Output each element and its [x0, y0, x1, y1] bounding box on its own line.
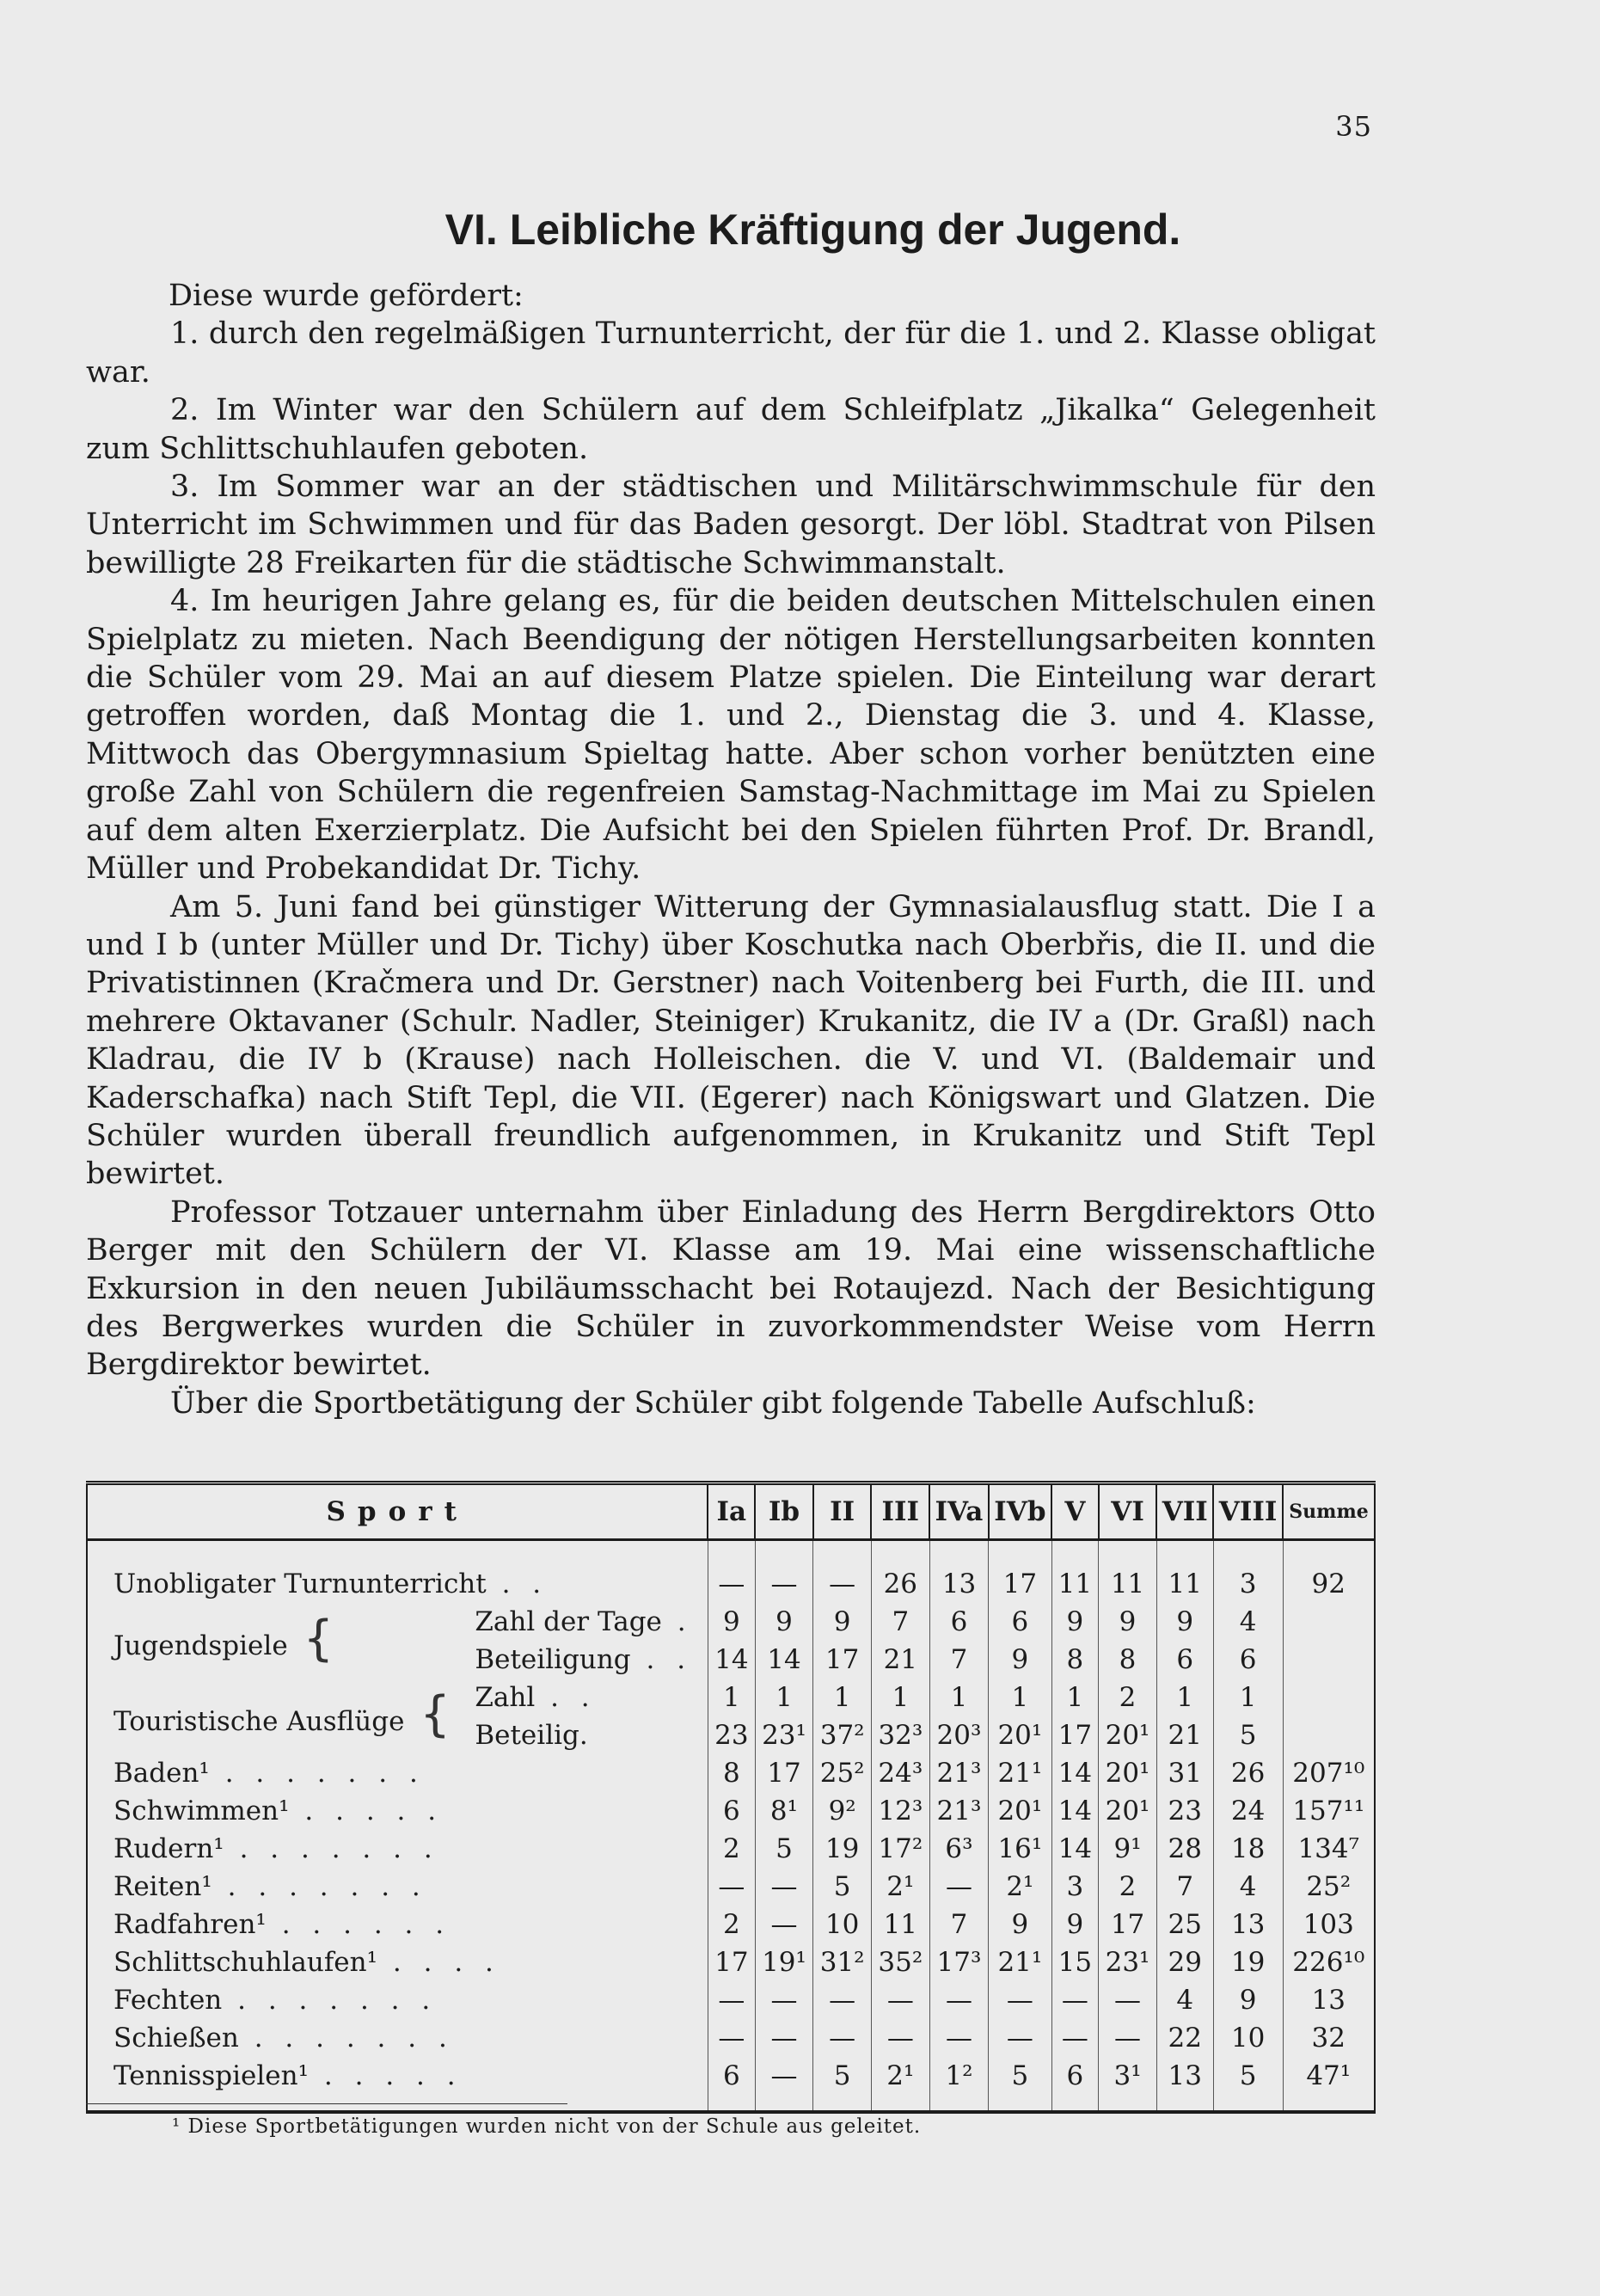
- table-cell: —: [755, 2057, 813, 2112]
- table-cell: 14: [1051, 1792, 1099, 1830]
- table-cell: 19: [1213, 1943, 1283, 1981]
- table-cell: 20³: [929, 1716, 989, 1754]
- table-cell: [1283, 1603, 1375, 1641]
- row-label: [87, 1792, 708, 1830]
- table-cell: 1: [708, 1679, 755, 1716]
- table-cell: —: [929, 1981, 989, 2019]
- table-cell: 5: [755, 1830, 813, 1868]
- table-header-row: [87, 1483, 1375, 1540]
- table-cell: 9: [1213, 1981, 1283, 2019]
- table-cell: 47¹: [1283, 2057, 1375, 2112]
- table-cell: —: [755, 1906, 813, 1943]
- row-label-text: Zahl der Tage: [475, 1606, 662, 1637]
- table-row: [87, 1868, 1375, 1906]
- row-label: [471, 1641, 708, 1679]
- column-header: III: [871, 1483, 929, 1540]
- table-cell: 9: [989, 1641, 1051, 1679]
- leader-dots: . . . . . . .: [222, 1985, 438, 2016]
- table-cell: 21³: [929, 1754, 989, 1792]
- table-cell: 4: [1156, 1981, 1213, 2019]
- table-cell: 11: [871, 1906, 929, 1943]
- table-cell: 9: [1156, 1603, 1213, 1641]
- table-cell: 13: [1156, 2057, 1213, 2112]
- row-group-label: [87, 1603, 471, 1679]
- row-label-text: Schwimmen¹: [113, 1796, 290, 1826]
- table-cell: 8: [708, 1754, 755, 1792]
- table-cell: 3¹: [1099, 2057, 1157, 2112]
- table-cell: 8: [1051, 1641, 1099, 1679]
- column-header: Summe: [1283, 1483, 1375, 1540]
- table-cell: 21¹: [989, 1943, 1051, 1981]
- paragraph: 2. Im Winter war den Schülern auf dem Schleifplatz „Jikalka“ Gelegenheit zum Schlittschuhlaufen geboten.: [86, 393, 1376, 466]
- table-cell: 9: [708, 1603, 755, 1641]
- leader-dots: .: [661, 1606, 693, 1637]
- table-cell: [1283, 1679, 1375, 1716]
- table-cell: —: [1051, 2019, 1099, 2057]
- table-cell: 7: [1156, 1868, 1213, 1906]
- table-cell: 17: [1099, 1906, 1157, 1943]
- table-row: [87, 1906, 1375, 1943]
- table-cell: 9¹: [1099, 1830, 1157, 1868]
- table-cell: 19¹: [755, 1943, 813, 1981]
- table-cell: 2: [708, 1830, 755, 1868]
- row-group-text: Touristische Ausflüge: [113, 1706, 405, 1737]
- table-cell: 7: [929, 1906, 989, 1943]
- table-cell: 9: [989, 1906, 1051, 1943]
- paragraph: Über die Sportbetätigung der Schüler gibt folgende Tabelle Aufschluß:: [170, 1385, 1256, 1421]
- table-cell: 17: [1051, 1716, 1099, 1754]
- paragraph: Professor Totzauer unternahm über Einladung des Herrn Bergdirektors Otto Berger mit den Schülern der VI. Klasse am 19. Mai eine wissenschaftliche Exkursion in den neuen Jubiläumsschacht bei Rotaujezd. Nach der Besichtigung des Bergwerkes wurden die Schüler in zuvorkommendster Weise vom Herrn Bergdirektor bewirtet.: [86, 1194, 1376, 1383]
- paragraph: Diese wurde gefördert:: [169, 279, 524, 313]
- table-cell: 6: [989, 1603, 1051, 1641]
- table-row: [87, 1679, 1375, 1716]
- brace-icon: {: [404, 1686, 451, 1742]
- paragraph: 3. Im Sommer war an der städtischen und Militärschwimmschule für den Unterricht im Schwimmen und für das Baden gesorgt. Der löbl. Stadtrat von Pilsen bewilligte 28 Freikarten für die städtische Schwimmanstalt.: [86, 470, 1376, 580]
- table-cell: 28: [1156, 1830, 1213, 1868]
- table-cell: 10: [813, 1906, 872, 1943]
- table-cell: —: [989, 1981, 1051, 2019]
- paragraph: 1. durch den regelmäßigen Turnunterricht, der für die 1. und 2. Klasse obligat war.: [86, 316, 1376, 390]
- table-cell: 14: [1051, 1830, 1099, 1868]
- row-label-text: Unobligater Turnunterricht: [113, 1569, 487, 1599]
- row-label: [87, 1830, 708, 1868]
- table-cell: 17²: [871, 1830, 929, 1868]
- table-cell: —: [708, 2019, 755, 2057]
- row-label: [471, 1603, 708, 1641]
- table-cell: 9: [1099, 1603, 1157, 1641]
- table-cell: 16¹: [989, 1830, 1051, 1868]
- row-label-text: Baden¹: [113, 1758, 210, 1789]
- body-text: [86, 277, 1376, 1422]
- column-header: VII: [1156, 1483, 1213, 1540]
- table-cell: 3: [1051, 1868, 1099, 1906]
- leader-dots: . . . . . . .: [238, 2023, 454, 2054]
- table-cell: 13: [929, 1540, 989, 1604]
- table-cell: —: [813, 2019, 872, 2057]
- table-cell: 21³: [929, 1792, 989, 1830]
- paragraph: Am 5. Juni fand bei günstiger Witterung der Gymnasialausflug statt. Die I a und I b (unter Müller und Dr. Tichy) über Koschutka nach Oberbřis, die II. und die Privatistinnen (Kračmera und Dr. Gerstner) nach Voitenberg bei Furth, die III. und mehrere Oktavaner (Schulr. Nadler, Steiniger) Krukanitz, die IV a (Dr. Graßl) nach Kladrau, die IV b (Krause) nach Holleischen. die V. und VI. (Baldemair und Kaderschafka) nach Stift Tepl, die VII. (Egerer) nach Königswart und Glatzen. Die Schüler wurden überall freundlich aufgenommen, in Krukanitz und Stift Tepl bewirtet.: [86, 889, 1376, 1192]
- table-cell: 2: [1099, 1679, 1157, 1716]
- table-cell: 1: [755, 1679, 813, 1716]
- table-cell: 21¹: [989, 1754, 1051, 1792]
- table-cell: 6³: [929, 1830, 989, 1868]
- table-cell: —: [929, 2019, 989, 2057]
- table-cell: 20¹: [1099, 1754, 1157, 1792]
- table-cell: 25²: [1283, 1868, 1375, 1906]
- table-cell: 2: [1099, 1868, 1157, 1906]
- table-cell: —: [1099, 1981, 1157, 2019]
- table-cell: —: [871, 2019, 929, 2057]
- table-cell: —: [929, 1868, 989, 1906]
- table-cell: 12³: [871, 1792, 929, 1830]
- row-label-text: Radfahren¹: [113, 1909, 267, 1940]
- table-cell: 10: [1213, 2019, 1283, 2057]
- column-header: Ib: [755, 1483, 813, 1540]
- table-cell: —: [813, 1981, 872, 2019]
- table-cell: 17: [989, 1540, 1051, 1604]
- table-cell: 14: [755, 1641, 813, 1679]
- table-cell: —: [989, 2019, 1051, 2057]
- table-cell: 4: [1213, 1868, 1283, 1906]
- leader-dots: . . . . . . .: [224, 1833, 439, 1864]
- table-cell: 6: [708, 1792, 755, 1830]
- table-cell: 4: [1213, 1603, 1283, 1641]
- brace-icon: {: [287, 1611, 334, 1667]
- table-cell: 5: [1213, 1716, 1283, 1754]
- column-header: Ia: [708, 1483, 755, 1540]
- table-cell: 1: [1213, 1679, 1283, 1716]
- column-header: II: [813, 1483, 872, 1540]
- table-cell: 11: [1156, 1540, 1213, 1604]
- table-cell: 17: [813, 1641, 872, 1679]
- table-cell: 9: [755, 1603, 813, 1641]
- leader-dots: . . . . . . .: [211, 1871, 427, 1902]
- row-label: [87, 1943, 708, 1981]
- table-cell: 134⁷: [1283, 1830, 1375, 1868]
- row-group-text: Jugendspiele: [113, 1630, 288, 1661]
- table-cell: 1: [813, 1679, 872, 1716]
- table-cell: 6: [1213, 1641, 1283, 1679]
- row-label-text: Fechten: [113, 1985, 223, 2016]
- table-cell: 5: [989, 2057, 1051, 2112]
- table-cell: 103: [1283, 1906, 1375, 1943]
- table-cell: —: [755, 1981, 813, 2019]
- table-cell: —: [1051, 1981, 1099, 2019]
- table-cell: 9²: [813, 1792, 872, 1830]
- column-header: V: [1051, 1483, 1099, 1540]
- table-cell: 24: [1213, 1792, 1283, 1830]
- table-cell: 20¹: [989, 1716, 1051, 1754]
- table-cell: 24³: [871, 1754, 929, 1792]
- table-row: [87, 1792, 1375, 1830]
- table-cell: —: [813, 1540, 872, 1604]
- column-header: IVb: [989, 1483, 1051, 1540]
- column-header: Sport: [87, 1483, 708, 1540]
- leader-dots: . .: [630, 1644, 693, 1675]
- table-cell: 6: [929, 1603, 989, 1641]
- table-cell: 26: [871, 1540, 929, 1604]
- leader-dots: . .: [486, 1569, 549, 1599]
- table-cell: 157¹¹: [1283, 1792, 1375, 1830]
- column-header: VI: [1099, 1483, 1157, 1540]
- row-label-text: Schießen: [113, 2023, 239, 2054]
- table-cell: 1: [989, 1679, 1051, 1716]
- table-cell: 21: [871, 1641, 929, 1679]
- table-cell: 23¹: [1099, 1943, 1157, 1981]
- row-label-text: Beteiligung: [475, 1644, 631, 1675]
- row-label: [87, 1868, 708, 1906]
- table-cell: 8: [1099, 1641, 1157, 1679]
- table-cell: 5: [813, 1868, 872, 1906]
- table-cell: 21: [1156, 1716, 1213, 1754]
- row-group-label: [87, 1679, 471, 1754]
- row-label-text: Zahl: [475, 1682, 536, 1713]
- leader-dots: . . . .: [377, 1947, 500, 1978]
- table-cell: 92: [1283, 1540, 1375, 1604]
- table-cell: —: [755, 1868, 813, 1906]
- table-cell: —: [708, 1981, 755, 2019]
- table-cell: [1283, 1716, 1375, 1754]
- row-label-text: Rudern¹: [113, 1833, 224, 1864]
- table-cell: 23: [708, 1716, 755, 1754]
- row-label: [471, 1716, 708, 1754]
- table-row: [87, 1830, 1375, 1868]
- table-cell: 2¹: [989, 1868, 1051, 1906]
- table-cell: 9: [813, 1603, 872, 1641]
- row-label: [87, 2019, 708, 2057]
- table-cell: 6: [1156, 1641, 1213, 1679]
- table-cell: 6: [1051, 2057, 1099, 2112]
- table-cell: 20¹: [989, 1792, 1051, 1830]
- row-label: [87, 1754, 708, 1792]
- table-cell: 35²: [871, 1943, 929, 1981]
- row-label: [87, 1540, 708, 1604]
- table-cell: 32: [1283, 2019, 1375, 2057]
- table-row: [87, 1754, 1375, 1792]
- table-cell: 17: [755, 1754, 813, 1792]
- table-row: [87, 1540, 1375, 1604]
- table-cell: 5: [813, 2057, 872, 2112]
- table-cell: 226¹⁰: [1283, 1943, 1375, 1981]
- table-cell: 15: [1051, 1943, 1099, 1981]
- table-cell: —: [755, 1540, 813, 1604]
- table-cell: 7: [929, 1641, 989, 1679]
- table-cell: 11: [1051, 1540, 1099, 1604]
- table-cell: 20¹: [1099, 1716, 1157, 1754]
- table-cell: 20¹: [1099, 1792, 1157, 1830]
- table-cell: 23¹: [755, 1716, 813, 1754]
- row-label-text: Tennisspielen¹: [113, 2060, 310, 2091]
- table-cell: 18: [1213, 1830, 1283, 1868]
- table-row: [87, 1603, 1375, 1641]
- table-cell: 5: [1213, 2057, 1283, 2112]
- table-cell: 17: [708, 1943, 755, 1981]
- table-cell: —: [1099, 2019, 1157, 2057]
- table-cell: 17³: [929, 1943, 989, 1981]
- table-cell: 1: [1051, 1679, 1099, 1716]
- table-cell: 37²: [813, 1716, 872, 1754]
- row-label: [87, 1906, 708, 1943]
- table-cell: 8¹: [755, 1792, 813, 1830]
- leader-dots: . . . . . . .: [209, 1758, 425, 1789]
- table-cell: 3: [1213, 1540, 1283, 1604]
- table-cell: —: [708, 1540, 755, 1604]
- page-number: 35: [1335, 110, 1372, 143]
- table-cell: 1: [929, 1679, 989, 1716]
- table-row: [87, 2019, 1375, 2057]
- table-cell: 22: [1156, 2019, 1213, 2057]
- table-cell: 2: [708, 1906, 755, 1943]
- table-cell: 19: [813, 1830, 872, 1868]
- section-title: VI. Leibliche Kräftigung der Jugend.: [444, 206, 1181, 254]
- table-cell: 1: [1156, 1679, 1213, 1716]
- table-cell: —: [708, 1868, 755, 1906]
- table-cell: 13: [1213, 1906, 1283, 1943]
- table-cell: 9: [1051, 1603, 1099, 1641]
- table-cell: 14: [1051, 1754, 1099, 1792]
- table-cell: 1²: [929, 2057, 989, 2112]
- table-cell: 7: [871, 1603, 929, 1641]
- table-cell: [1283, 1641, 1375, 1679]
- table-cell: 23: [1156, 1792, 1213, 1830]
- footnote: ¹ Diese Sportbetätigungen wurden nicht von der Schule aus geleitet.: [172, 2115, 922, 2138]
- table-cell: 25: [1156, 1906, 1213, 1943]
- column-header: IVa: [929, 1483, 989, 1540]
- leader-dots: . . . . .: [309, 2060, 463, 2091]
- table-cell: 26: [1213, 1754, 1283, 1792]
- leader-dots: . . . . .: [289, 1796, 444, 1826]
- table-cell: 11: [1099, 1540, 1157, 1604]
- footnote-rule: [86, 2103, 567, 2104]
- table-cell: —: [755, 2019, 813, 2057]
- table-cell: 207¹⁰: [1283, 1754, 1375, 1792]
- paragraph: 4. Im heurigen Jahre gelang es, für die beiden deutschen Mittelschulen einen Spielplatz zu mieten. Nach Beendigung der nötigen Herstellungsarbeiten konnten die Schüler vom 29. Mai an auf diesem Platze spielen. Die Einteilung war derart getroffen worden, daß Montag die 1. und 2., Dienstag die 3. und 4. Klasse, Mittwoch das Obergymnasium Spieltag hatte. Aber schon vorher benützten eine große Zahl von Schülern die regenfreien Samstag-Nachmittage im Mai zu Spielen auf dem alten Exerzierplatz. Die Aufsicht bei den Spielen führten Prof. Dr. Brandl, Müller und Probekandidat Dr. Tichy.: [86, 584, 1376, 887]
- row-label-text: Beteilig.: [475, 1720, 588, 1751]
- table-cell: 14: [708, 1641, 755, 1679]
- table-row: [87, 1981, 1375, 2019]
- sport-table: [86, 1481, 1376, 2114]
- table-cell: 2¹: [871, 1868, 929, 1906]
- table-cell: 6: [708, 2057, 755, 2112]
- leader-dots: . .: [535, 1682, 597, 1713]
- table-cell: 25²: [813, 1754, 872, 1792]
- table-cell: 29: [1156, 1943, 1213, 1981]
- row-label-text: Schlittschuhlaufen¹: [113, 1947, 378, 1978]
- table-cell: 13: [1283, 1981, 1375, 2019]
- table-cell: 2¹: [871, 2057, 929, 2112]
- table-row: [87, 1943, 1375, 1981]
- table-cell: 9: [1051, 1906, 1099, 1943]
- table-cell: 1: [871, 1679, 929, 1716]
- column-header: VIII: [1213, 1483, 1283, 1540]
- table-cell: 31: [1156, 1754, 1213, 1792]
- leader-dots: . . . . . .: [266, 1909, 451, 1940]
- row-label: [471, 1679, 708, 1716]
- table-cell: 32³: [871, 1716, 929, 1754]
- row-label-text: Reiten¹: [113, 1871, 212, 1902]
- table-cell: —: [871, 1981, 929, 2019]
- table-cell: 31²: [813, 1943, 872, 1981]
- row-label: [87, 1981, 708, 2019]
